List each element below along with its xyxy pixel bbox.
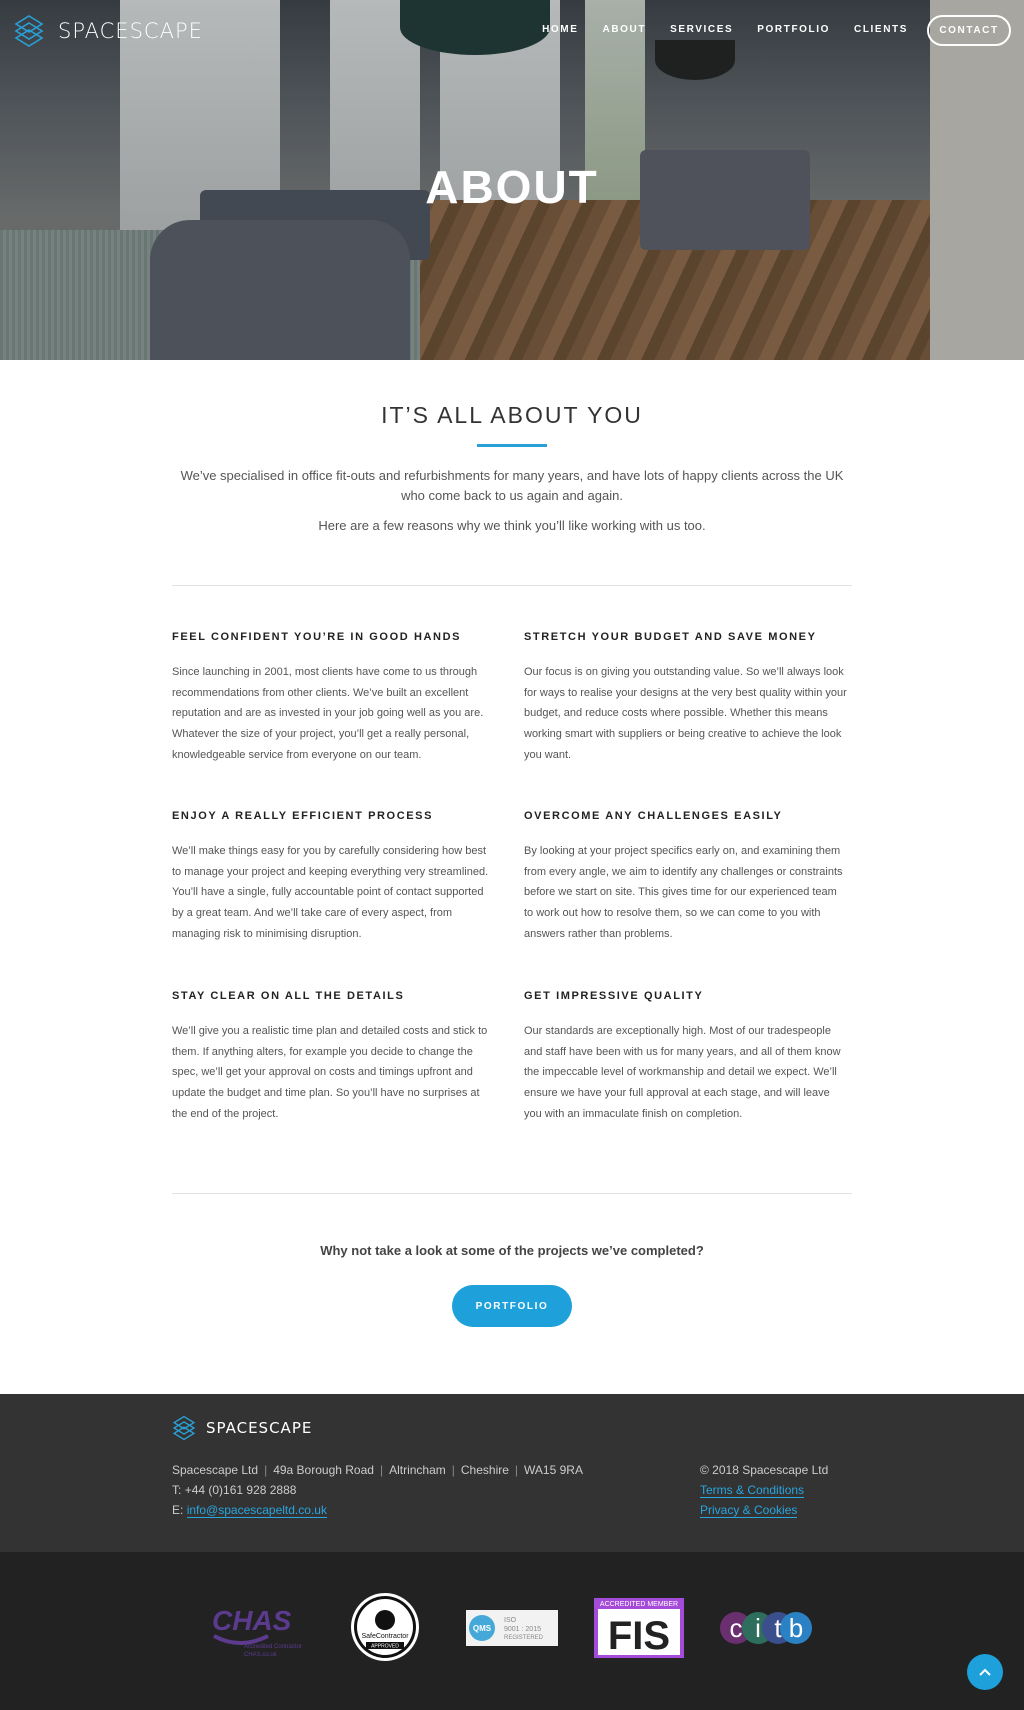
cta-text: Why not take a look at some of the projects we’ve completed? — [320, 1243, 704, 1258]
svg-text:c: c — [729, 1613, 743, 1643]
nav-portfolio[interactable]: PORTFOLIO — [757, 24, 831, 35]
svg-text:b: b — [788, 1613, 804, 1643]
feature-text: We’ll give you a realistic time plan and detailed costs and stick to them. If anything alters, for example you decide to change the spec, we’ll get your approval on costs and timings upfront and update the budget and time plan. So you’ll have no surprises at the end of the project. — [172, 1025, 488, 1120]
terms-link[interactable]: Terms & Conditions — [700, 1483, 805, 1497]
address-line: Spacescape Ltd | 49a Borough Road | Altrincham | Cheshire | WA15 9RA — [172, 1463, 583, 1477]
copyright: © 2018 Spacescape Ltd — [700, 1463, 829, 1477]
safecontractor-logo — [350, 1592, 420, 1662]
address-street: 49a Borough Road — [273, 1463, 374, 1477]
svg-text:ACCREDITED MEMBER: ACCREDITED MEMBER — [599, 1601, 679, 1608]
logo-wordmark: SPACESCAPE — [58, 19, 203, 43]
title-underline — [477, 444, 547, 447]
chas-logo — [210, 1598, 310, 1660]
footer-logo[interactable] — [172, 1415, 312, 1441]
svg-text:i: i — [755, 1613, 761, 1643]
hero-banner — [0, 0, 1024, 360]
back-to-top-button[interactable] — [967, 1654, 1003, 1690]
feature-title: OVERCOME ANY CHALLENGES EASILY — [524, 810, 783, 822]
nav-services[interactable]: SERVICES — [670, 24, 734, 35]
svg-text:CHAS: CHAS — [212, 1605, 292, 1636]
divider — [172, 585, 852, 586]
svg-text:QMS: QMS — [472, 1624, 492, 1633]
svg-text:REGISTERED: REGISTERED — [504, 1635, 544, 1641]
feature-title: FEEL CONFIDENT YOU’RE IN GOOD HANDS — [172, 631, 462, 643]
svg-text:FIS: FIS — [607, 1614, 671, 1658]
svg-text:APPROVED: APPROVED — [371, 1643, 399, 1650]
section-title: IT’S ALL ABOUT YOU — [381, 402, 643, 428]
accreditations-bar — [0, 1552, 1024, 1710]
top-navigation — [0, 0, 1024, 60]
feature-block — [172, 810, 497, 945]
phone-number[interactable]: +44 (0)161 928 2888 — [184, 1483, 297, 1497]
feature-block — [524, 810, 849, 945]
email-line — [172, 1500, 583, 1520]
svg-text:Accredited Contractor: Accredited Contractor — [244, 1644, 303, 1650]
phone-line — [172, 1480, 583, 1500]
svg-text:SafeContractor: SafeContractor — [361, 1633, 409, 1640]
spacescape-logo-icon — [172, 1415, 196, 1441]
main-menu — [542, 24, 908, 35]
fis-logo — [594, 1598, 684, 1658]
feature-title: STRETCH YOUR BUDGET AND SAVE MONEY — [524, 631, 817, 643]
feature-text: Since launching in 2001, most clients have come to us through recommendations from other clients. We’ve built an excellent reputation and are as invested in your job going well as you are. Whatever the size of your project, you’ll get a really personal, knowledgeable service from everyone on our team. — [172, 666, 484, 761]
intro-paragraph: Here are a few reasons why we think you’ll like working with us too. — [318, 518, 706, 533]
svg-text:CHAS.co.uk: CHAS.co.uk — [244, 1652, 277, 1658]
feature-text: Our focus is on giving you outstanding value. So we’ll always look for ways to realise your designs at the very best quality within your budget, and reduce costs where possible. Whether this means working smart with suppliers or being creative to achieve the look you want. — [524, 666, 847, 761]
footer-legal — [700, 1460, 828, 1520]
feature-block — [524, 631, 849, 766]
spacescape-logo-icon — [14, 14, 44, 48]
address-town: Altrincham — [389, 1463, 446, 1477]
feature-title: ENJOY A REALLY EFFICIENT PROCESS — [172, 810, 434, 822]
portfolio-button[interactable]: PORTFOLIO — [452, 1285, 572, 1327]
intro-paragraph: We’ve specialised in office fit-outs and refurbishments for many years, and have lots of happy clients across the UK who come back to us again and again. — [180, 468, 844, 503]
nav-clients[interactable]: CLIENTS — [854, 24, 908, 35]
chevron-up-icon — [978, 1667, 992, 1677]
privacy-link[interactable]: Privacy & Cookies — [700, 1503, 798, 1517]
nav-home[interactable]: HOME — [542, 24, 579, 35]
address-company: Spacescape Ltd — [172, 1463, 259, 1477]
feature-title: GET IMPRESSIVE QUALITY — [524, 990, 704, 1002]
citb-logo — [720, 1608, 812, 1648]
svg-text:ISO: ISO — [504, 1617, 517, 1624]
email-label: E: — [172, 1503, 184, 1517]
nav-about[interactable]: ABOUT — [602, 24, 647, 35]
address-postcode: WA15 9RA — [524, 1463, 583, 1477]
logo-wordmark: SPACESCAPE — [206, 1419, 313, 1437]
feature-block — [172, 631, 497, 766]
page-title: ABOUT — [425, 161, 599, 213]
footer-address — [172, 1460, 583, 1520]
site-logo[interactable] — [14, 14, 203, 48]
svg-text:t: t — [774, 1613, 782, 1643]
feature-block — [172, 990, 497, 1125]
phone-label: T: — [172, 1483, 182, 1497]
feature-title: STAY CLEAR ON ALL THE DETAILS — [172, 990, 405, 1002]
qms-iso-logo — [466, 1610, 558, 1646]
feature-text: By looking at your project specifics early on, and examining them from every angle, we aim to identify any challenges or constraints before we start on site. This gives time for our experienced team to work out how to resolve them, so we can come to you with answers rather than problems. — [524, 845, 843, 940]
contact-button[interactable]: CONTACT — [927, 15, 1011, 46]
feature-block — [524, 990, 849, 1125]
svg-text:9001 : 2015: 9001 : 2015 — [504, 1626, 541, 1633]
address-county: Cheshire — [460, 1463, 509, 1477]
feature-text: Our standards are exceptionally high. Most of our tradespeople and staff have been with us for many years, and all of them know the impeccable level of workmanship and detail we expect. We’ll ensure we have your full approval at each stage, and will leave you with an immaculate finish on completion. — [524, 1025, 841, 1120]
email-link[interactable]: info@spacescapeltd.co.uk — [186, 1503, 327, 1517]
footer — [0, 1394, 1024, 1552]
feature-text: We’ll make things easy for you by carefully considering how best to manage your project and keeping everything very streamlined. You’ll have a single, fully accountable point of contact supported by a great team. And we’ll take care of every aspect, from managing risk to minimising disruption. — [172, 845, 489, 940]
divider — [172, 1193, 852, 1194]
